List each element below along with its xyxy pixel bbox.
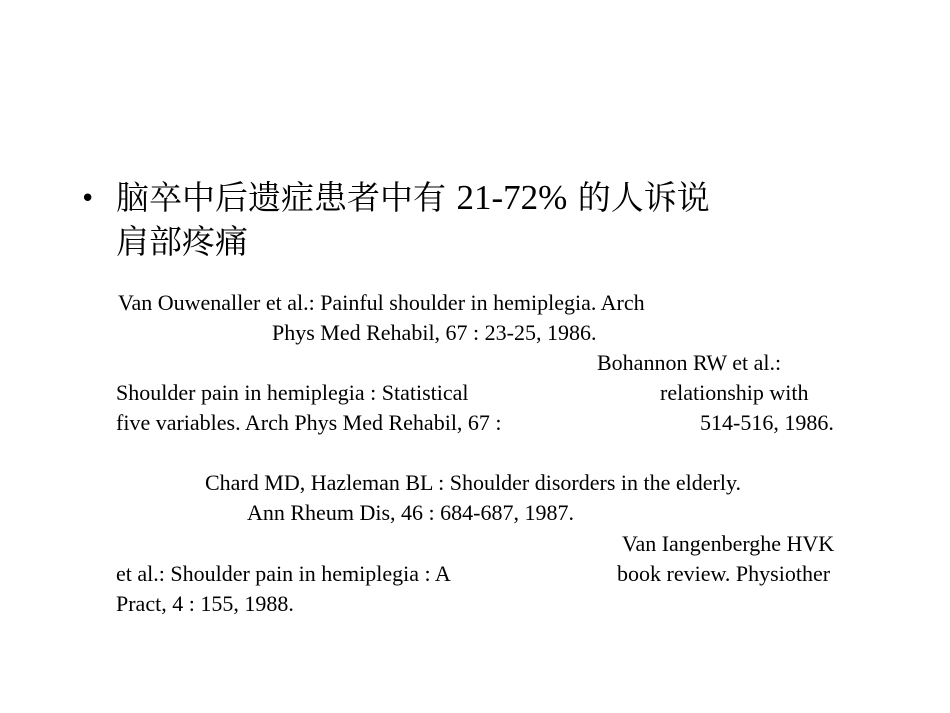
reference-line: Van Iangenberghe HVK — [622, 531, 835, 556]
reference-line: Chard MD, Hazleman BL : Shoulder disorders in the elderly. — [205, 470, 742, 495]
heading-text-part1: 脑卒中后遗症患者中有 — [116, 178, 457, 217]
reference-line: Pract, 4 : 155, 1988. — [116, 591, 294, 616]
reference-line: et al.: Shoulder pain in hemiplegia : A — [116, 561, 451, 586]
reference-line: Bohannon RW et al.: — [597, 350, 782, 375]
heading-text-line2: 肩部疼痛 — [116, 222, 248, 261]
reference-line: Phys Med Rehabil, 67 : 23-25, 1986. — [272, 320, 597, 345]
reference-line: Shoulder pain in hemiplegia : Statistical — [116, 380, 469, 405]
heading-percentage: 21-72% — [456, 178, 568, 217]
reference-line: Ann Rheum Dis, 46 : 684-687, 1987. — [247, 500, 574, 525]
slide-heading — [116, 176, 876, 264]
reference-line: Van Ouwenaller et al.: Painful shoulder in hemiplegia. Arch — [118, 290, 645, 315]
bullet-icon: • — [80, 184, 96, 214]
reference-line: five variables. Arch Phys Med Rehabil, 67 : — [116, 410, 502, 435]
reference-line: relationship with — [660, 380, 809, 405]
reference-line: book review. Physiother — [617, 561, 831, 586]
reference-line: 514-516, 1986. — [700, 410, 834, 435]
heading-text-part2: 的人诉说 — [567, 178, 710, 217]
